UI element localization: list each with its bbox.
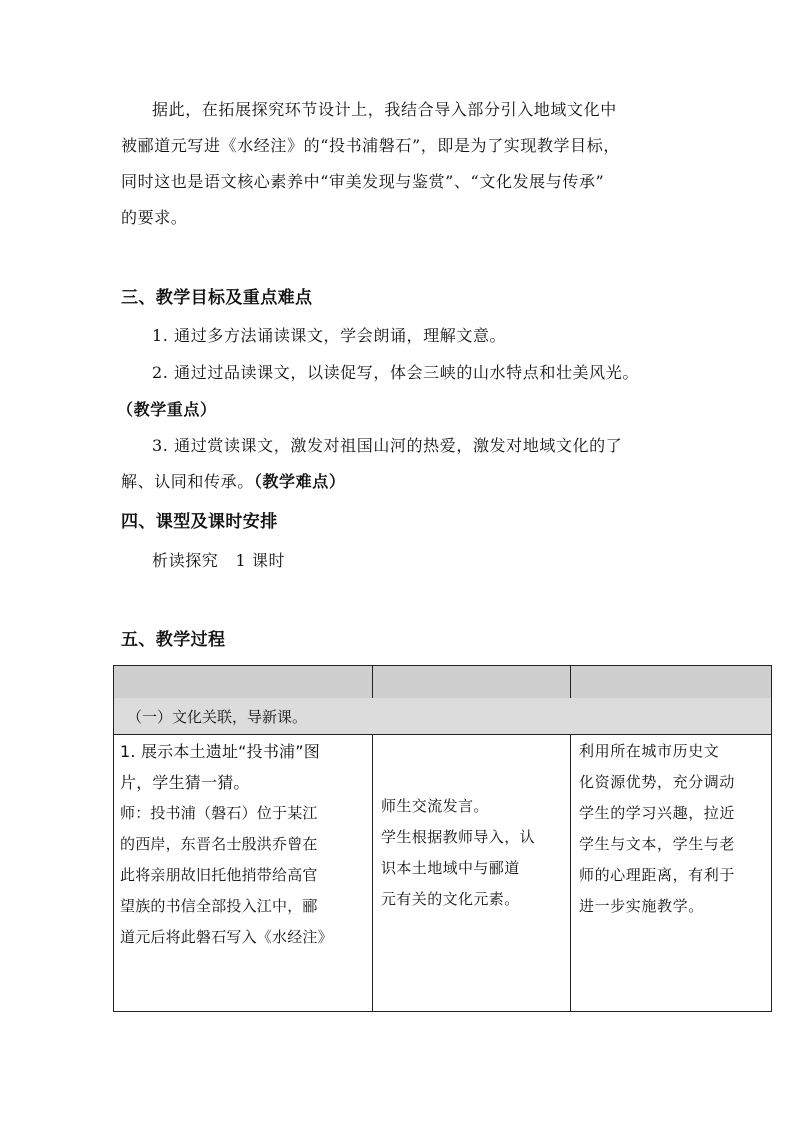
section-5-heading: 五、教学过程 [121, 630, 226, 650]
intent-text-line: 学生的学习兴趣，拉近 [579, 804, 736, 822]
intro-line-4: 的要求。 [121, 208, 188, 227]
goal-2: 2. 通过过品读课文，以读促写，体会三峡的山水特点和壮美风光。 [152, 363, 639, 382]
section-3-heading: 三、教学目标及重点难点 [121, 288, 313, 308]
teacher-text-line: 道元后将此磐石写入《水经注》 [120, 928, 333, 946]
goal-1: 1. 通过多方法诵读课文，学会朗诵，理解文意。 [152, 326, 507, 345]
student-text-line: 师生交流发言。 [381, 797, 489, 815]
course-type-info: 析读探究 1 课时 [152, 551, 286, 570]
intent-text-line: 化资源优势，充分调动 [579, 773, 736, 791]
goal-3-line-2 [121, 472, 345, 492]
column-divider-1 [372, 734, 373, 1011]
intent-text-line: 师的心理距离，有利于 [579, 866, 736, 884]
section-4-heading: 四、课型及课时安排 [121, 512, 278, 532]
header-divider-2 [570, 666, 571, 698]
goal-3-line-1: 3. 通过赏读课文，激发对祖国山河的热爱，激发对地域文化的了 [152, 436, 623, 455]
teacher-text-line: 的西岸，东晋名士殷洪乔曾在 [120, 835, 318, 853]
activity-step-line-2: 片，学生猜一猜。 [120, 773, 250, 792]
student-text-line: 学生根据教师导入，认 [381, 828, 536, 846]
goal-3-text: 解、认同和传承。 [121, 472, 254, 491]
table-section-row [114, 698, 771, 735]
teacher-text-line: 此将亲朋故旧托他捎带给高官 [120, 866, 318, 884]
teacher-text-line: 师：投书浦（磐石）位于某江 [120, 804, 318, 822]
intro-line-2: 被郦道元写进《水经注》的“投书浦磐石”，即是为了实现教学目标， [121, 136, 620, 155]
section-label: （一）文化关联，导新课。 [127, 708, 308, 726]
intent-text-line: 进一步实施教学。 [579, 897, 704, 915]
table-header-row [114, 666, 771, 699]
design-intent-cell [579, 736, 769, 922]
intro-line-1: 据此，在拓展探究环节设计上，我结合导入部分引入地域文化中 [152, 100, 617, 119]
teacher-activity-cell [120, 736, 372, 953]
goal-3-tag: （教学难点） [253, 472, 346, 491]
student-activity-cell [381, 791, 571, 915]
teacher-text-line: 望族的书信全部投入江中，郦 [120, 897, 318, 915]
intent-text-line: 学生与文本，学生与老 [579, 835, 736, 853]
teaching-process-table [113, 665, 772, 1012]
activity-step-line-1: 1. 展示本土遗址“投书浦”图 [120, 742, 320, 761]
student-text-line: 元有关的文化元素。 [381, 890, 520, 908]
intro-line-3: 同时这也是语文核心素养中“审美发现与鉴赏”、“文化发展与传承” [121, 172, 605, 191]
intent-text-line: 利用所在城市历史文 [579, 742, 720, 760]
student-text-line: 识本土地域中与郦道 [381, 859, 520, 877]
goal-2-tag: （教学重点） [117, 400, 217, 419]
header-divider-1 [372, 666, 373, 698]
